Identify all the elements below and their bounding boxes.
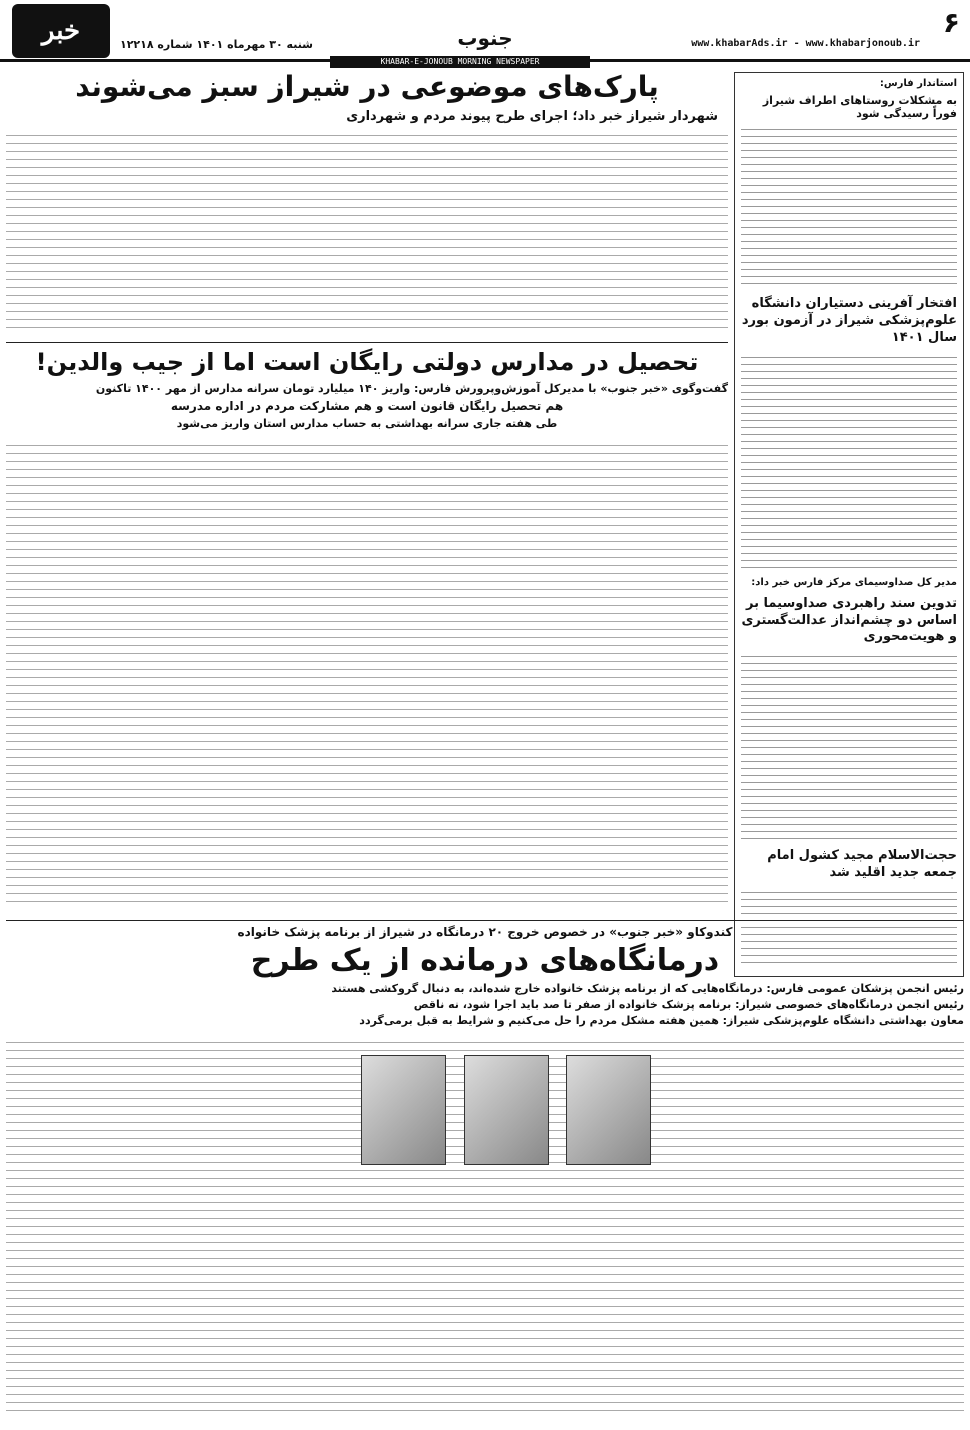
sidebar-headline-4: حجت‌الاسلام مجید کشول امام جمعه جدید اقلید شد	[767, 848, 957, 881]
story1-headline: پارک‌های موضوعی در شیراز سبز می‌شوند	[75, 70, 659, 103]
newspaper-logo: خبر	[12, 4, 110, 58]
issue-date: شنبه ۳۰ مهرماه ۱۴۰۱ شماره ۱۲۲۱۸	[120, 38, 314, 51]
portrait-photo	[464, 1055, 549, 1165]
story3-sub1: رئیس انجمن پزشکان عمومی فارس: درمانگاه‌هایی که از برنامه پزشک خانواده خارج شده‌اند، به دنبال گروکشی هستند	[331, 982, 964, 995]
story2-headline: تحصیل در مدارس دولتی رایگان است اما از جیب والدین!	[35, 348, 699, 376]
story2-sub2: هم تحصیل رایگان قانون است و هم مشارکت مردم در اداره مدرسه	[170, 399, 564, 413]
page-number: ۶	[942, 6, 960, 39]
sidebar-body-1	[741, 123, 957, 288]
story2-sub1: گفت‌وگوی «خبر جنوب» با مدیرکل آموزش‌وپرورش فارس: واریز ۱۴۰ میلیارد تومان سرانه مدارس از مهر ۱۴۰۰ تاکنون	[95, 382, 728, 395]
section-title: جنوب	[457, 26, 513, 50]
divider	[6, 920, 964, 921]
story2-body	[6, 438, 728, 908]
sidebar-headline-2: افتخار آفرینی دستیاران دانشگاه علوم‌پزشکی شیراز در آزمون بورد سال ۱۴۰۱	[741, 296, 957, 345]
story-parks	[6, 70, 728, 340]
story-schools	[6, 348, 728, 918]
masthead	[0, 0, 970, 62]
sidebar-kicker-3: مدیر کل صداوسیمای مرکز فارس خبر داد:	[751, 576, 957, 588]
divider	[6, 342, 728, 343]
story3-body	[6, 1035, 964, 1415]
story3-sub3: معاون بهداشتی دانشگاه علوم‌پزشکی شیراز: همین هفته مشکل مردم را حل می‌کنیم و شرایط به قبل برمی‌گردد	[359, 1014, 964, 1027]
story3-headline: درمانگاه‌های درمانده از یک طرح	[250, 943, 720, 978]
story3-kicker: کندوکاو «خبر جنوب» در خصوص خروج ۲۰ درمانگاه در شیراز از برنامه پزشک خانواده	[237, 925, 733, 939]
story1-body	[6, 128, 728, 328]
sidebar-body-3	[741, 650, 957, 840]
sidebar-headline-3: تدوین سند راهبردی صداوسیما بر اساس دو چشم‌انداز عدالت‌گستری و هویت‌محوری	[741, 595, 957, 645]
story2-sub3: طی هفته جاری سرانه بهداشتی به حساب مدارس استان واریز می‌شود	[176, 417, 558, 430]
sidebar-body-2	[741, 351, 957, 571]
site-urls[interactable]: www.khabarAds.ir - www.khabarjonoub.ir	[691, 38, 920, 49]
story-clinics	[6, 925, 964, 1425]
sidebar-kicker-1: استاندار فارس:	[879, 78, 957, 89]
english-banner: KHABAR-E-JONOUB MORNING NEWSPAPER	[330, 56, 590, 68]
portrait-photo	[361, 1055, 446, 1165]
story3-sub2: رئیس انجمن درمانگاه‌های خصوصی شیراز: برنامه پزشک خانواده از صفر تا صد باید اجرا شود، نه ناقص	[413, 998, 964, 1011]
sidebar-column	[734, 72, 964, 977]
portrait-photo	[566, 1055, 651, 1165]
sidebar-headline-1: به مشکلات روستاهای اطراف شیراز فوراً رسیدگی شود	[762, 94, 957, 120]
story1-subhead: شهردار شیراز خبر داد؛ اجرای طرح پیوند مردم و شهرداری	[346, 109, 718, 124]
